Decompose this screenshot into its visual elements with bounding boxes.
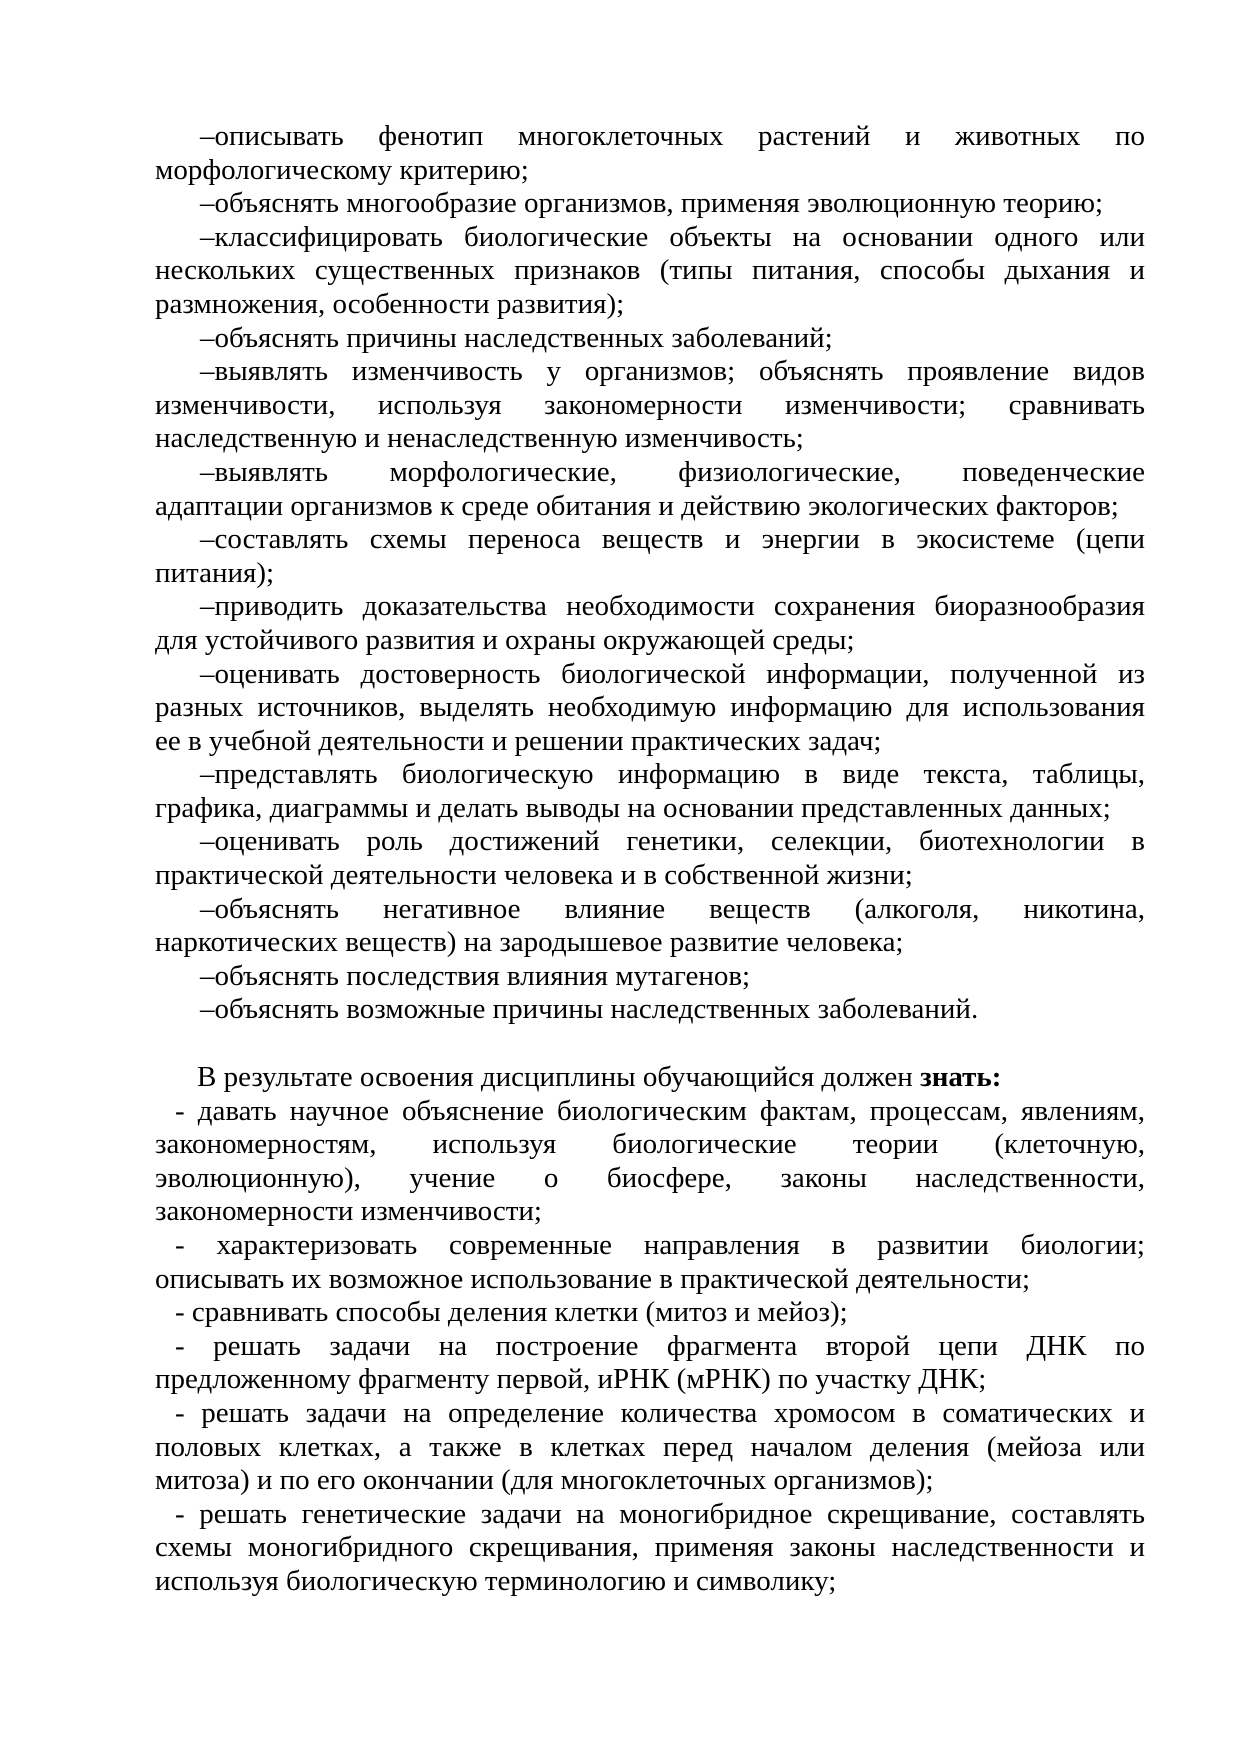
text-line: нескольких существенных признаков (типы питания, способы дыхания и — [155, 254, 1145, 287]
paragraph — [155, 993, 1145, 1027]
text-line — [155, 1061, 1145, 1095]
paragraph — [155, 1330, 1145, 1397]
text-line: –составлять схемы переноса веществ и энергии в экосистеме (цепи — [200, 523, 1145, 556]
text-line: –объяснять причины наследственных заболеваний; — [200, 321, 833, 354]
text-line: –объяснять негативное влияние веществ (алкоголя, никотина, — [200, 892, 1145, 925]
text-line: –оценивать достоверность биологической информации, полученной из — [200, 657, 1145, 690]
text-line: закономерностям, используя биологические теории (клеточную, — [155, 1128, 1145, 1161]
paragraph — [155, 187, 1145, 221]
text-line: для устойчивого развития и охраны окружающей среды; — [155, 623, 855, 656]
paragraph — [155, 1296, 1145, 1330]
section-spacer — [155, 1027, 1145, 1061]
text-line: –объяснять возможные причины наследственных заболеваний. — [200, 993, 979, 1026]
text-line: наркотических веществ) на зародышевое развитие человека; — [155, 926, 904, 959]
text-line: наследственную и ненаследственную изменчивость; — [155, 422, 804, 455]
paragraph — [155, 893, 1145, 960]
text-line: –выявлять изменчивость у организмов; объяснять проявление видов — [200, 355, 1145, 388]
bold-term: знать: — [920, 1061, 1002, 1094]
text-line: графика, диаграммы и делать выводы на основании представленных данных; — [155, 791, 1111, 824]
text-line: –приводить доказательства необходимости сохранения биоразнообразия — [200, 590, 1145, 623]
text-line: митоза) и по его окончании (для многоклеточных организмов); — [155, 1464, 934, 1497]
paragraph — [155, 1229, 1145, 1296]
text-line: –выявлять морфологические, физиологические, поведенческие — [200, 455, 1145, 488]
text-line: - давать научное объяснение биологическим фактам, процессам, явлениям, — [175, 1094, 1145, 1127]
paragraph — [155, 1397, 1145, 1498]
paragraph — [155, 1498, 1145, 1599]
text-line: изменчивости, используя закономерности изменчивости; сравнивать — [155, 388, 1145, 421]
paragraph — [155, 456, 1145, 523]
text-line: - решать генетические задачи на моногибридное скрещивание, составлять — [175, 1497, 1145, 1530]
section-umet-list — [155, 120, 1145, 1027]
text-line: используя биологическую терминологию и символику; — [155, 1564, 837, 1597]
text-line: схемы моногибридного скрещивания, применяя законы наследственности и — [155, 1531, 1145, 1564]
text-line: адаптации организмов к среде обитания и действию экологических факторов; — [155, 489, 1119, 522]
paragraph — [155, 825, 1145, 892]
paragraph — [155, 590, 1145, 657]
text-line: –классифицировать биологические объекты на основании одного или — [200, 220, 1145, 253]
text-line: –представлять биологическую информацию в виде текста, таблицы, — [200, 758, 1145, 791]
paragraph — [155, 120, 1145, 187]
text-line: - решать задачи на построение фрагмента второй цепи ДНК по — [175, 1329, 1145, 1362]
text-line: питания); — [155, 556, 275, 589]
paragraph — [155, 1061, 1145, 1095]
paragraph — [155, 355, 1145, 456]
document-content — [155, 120, 1145, 1599]
text-line: –оценивать роль достижений генетики, селекции, биотехнологии в — [200, 825, 1145, 858]
paragraph — [155, 960, 1145, 994]
text-line: разных источников, выделять необходимую информацию для использования — [155, 691, 1145, 724]
paragraph — [155, 1095, 1145, 1229]
text-line: –объяснять многообразие организмов, применяя эволюционную теорию; — [200, 187, 1104, 220]
text-line: эволюционную), учение о биосфере, законы наследственности, — [155, 1161, 1145, 1194]
text-segment: В результате освоения дисциплины обучающийся должен — [197, 1061, 921, 1094]
text-line: - характеризовать современные направления в развитии биологии; — [175, 1229, 1145, 1261]
section-znat-list — [155, 1061, 1145, 1599]
text-line: половых клетках, а также в клетках перед началом деления (мейоза или — [155, 1430, 1145, 1463]
text-line: - сравнивать способы деления клетки (митоз и мейоз); — [175, 1296, 848, 1329]
paragraph — [155, 658, 1145, 759]
text-line: размножения, особенности развития); — [155, 287, 625, 320]
text-line: –объяснять последствия влияния мутагенов; — [200, 959, 751, 992]
text-line: морфологическому критерию; — [155, 153, 529, 186]
paragraph — [155, 758, 1145, 825]
text-line: описывать их возможное использование в практической деятельности; — [155, 1262, 1031, 1295]
text-line: закономерности изменчивости; — [155, 1195, 542, 1228]
paragraph — [155, 523, 1145, 590]
text-line: - решать задачи на определение количества хромосом в соматических и — [175, 1396, 1145, 1429]
text-line: –описывать фенотип многоклеточных растений и животных по — [200, 120, 1145, 152]
text-line: ее в учебной деятельности и решении практических задач; — [155, 724, 882, 757]
text-line: практической деятельности человека и в собственной жизни; — [155, 859, 913, 892]
text-line: предложенному фрагменту первой, иРНК (мРНК) по участку ДНК; — [155, 1363, 987, 1396]
paragraph — [155, 322, 1145, 356]
paragraph — [155, 221, 1145, 322]
